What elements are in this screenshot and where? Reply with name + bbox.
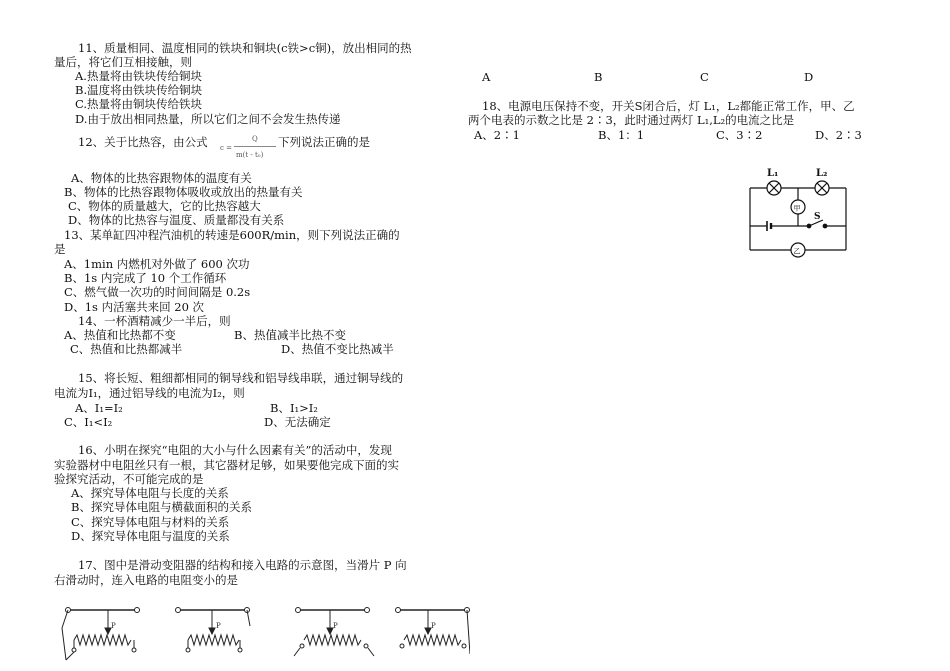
q13-stem-line1: 13、某单缸四冲程汽油机的转速是600R/min，则下列说法正确的 <box>64 228 400 242</box>
rheostat-d-slider-label: P <box>431 622 436 630</box>
q11-stem-line2: 量后，将它们互相接触，则 <box>54 55 192 69</box>
rheostat-a-slider-label: P <box>111 622 116 630</box>
q12-option-a: A、物体的比热容跟物体的温度有关 <box>71 171 252 185</box>
q15-stem-line1: 15、将长短、粗细都相同的铜导线和铝导线串联，通过铜导线的 <box>78 371 404 385</box>
meter-jia-label: 甲 <box>793 204 801 213</box>
rheostat-b-slider-label: P <box>216 622 221 630</box>
q13-stem-line2: 是 <box>54 242 66 256</box>
q18-stem-line2: 两个电表的示数之比是 2∶3，此时通过两灯 L₁,L₂的电流之比是 <box>468 113 795 127</box>
q17-label-c: C <box>700 70 709 84</box>
q17-label-d: D <box>804 70 814 84</box>
q14-option-d: D、热值不变比热减半 <box>281 342 394 356</box>
rheostat-figure-d <box>396 608 471 655</box>
q12-stem-after: 下列说法正确的是 <box>278 135 370 149</box>
q15-stem-line2: 电流为I₁，通过铝导线的电流为I₂，则 <box>54 386 245 400</box>
q11-option-b: B.温度将由铁块传给铜块 <box>75 83 203 97</box>
q12-fraction-bar <box>234 146 276 147</box>
q17-rheostat-figures <box>60 598 470 668</box>
rheostat-figure-b <box>176 608 251 653</box>
q15-option-d: D、无法确定 <box>264 415 331 429</box>
q17-stem-line2: 右滑动时，连入电路的电阻变小的是 <box>54 573 238 587</box>
q12-option-c: C、物体的质量越大，它的比热容越大 <box>68 199 261 213</box>
q18-option-b: B、1：1 <box>598 128 645 142</box>
q13-option-d: D、1s 内活塞共来回 20 次 <box>64 300 205 314</box>
q15-option-c: C、I₁<I₂ <box>64 415 113 429</box>
q14-option-b: B、热值减半比热不变 <box>234 328 346 342</box>
rheostat-figure-a <box>62 608 140 661</box>
q16-stem-line3: 验探究活动，不可能完成的是 <box>54 472 204 486</box>
q16-option-c: C、探究导体电阻与材料的关系 <box>71 515 230 529</box>
lamp-l1-label: L₁ <box>767 168 779 179</box>
q17-stem-line1: 17、图中是滑动变阻器的结构和接入电路的示意图，当滑片 P 向 <box>78 558 407 572</box>
q18-option-a: A、2∶1 <box>474 128 520 142</box>
q12-stem-before: 12、关于比热容，由公式 <box>78 135 208 149</box>
q13-option-b: B、1s 内完成了 10 个工作循环 <box>64 271 227 285</box>
q16-stem-line2: 实验器材中电阻丝只有一根，其它器材足够，如果要他完成下面的实 <box>54 458 399 472</box>
q14-option-a: A、热值和比热都不变 <box>64 328 176 342</box>
q14-option-c: C、热值和比热都减半 <box>70 342 183 356</box>
q13-option-a: A、1min 内燃机对外做了 600 次功 <box>64 257 250 271</box>
q11-option-a: A.热量将由铁块传给铜块 <box>75 69 202 83</box>
q12-formula-denominator: m(t - t₀) <box>236 151 264 159</box>
meter-yi-label: 乙 <box>793 247 801 256</box>
q12-option-d: D、物体的比热容与温度、质量都没有关系 <box>68 213 285 227</box>
q15-option-a: A、I₁=I₂ <box>75 401 123 415</box>
q12-formula-lhs: c = <box>220 144 233 152</box>
q11-option-c: C.热量将由铜块传给铁块 <box>75 97 203 111</box>
q15-option-b: B、I₁>I₂ <box>270 401 318 415</box>
q12-formula-numerator: Q <box>252 135 258 143</box>
q17-label-b: B <box>594 70 603 84</box>
switch-s-label: S <box>814 212 821 222</box>
rheostat-c-slider-label: P <box>333 622 338 630</box>
q18-stem-line1: 18、电源电压保持不变，开关S闭合后，灯 L₁，L₂都能正常工作，甲、乙 <box>482 99 855 113</box>
q16-option-b: B、探究导体电阻与横截面积的关系 <box>71 500 252 514</box>
q17-label-a: A <box>482 70 491 84</box>
q12-option-b: B、物体的比热容跟物体吸收或放出的热量有关 <box>64 185 303 199</box>
q11-option-d: D.由于放出相同热量，所以它们之间不会发生热传递 <box>75 112 341 126</box>
q16-option-a: A、探究导体电阻与长度的关系 <box>71 486 229 500</box>
q14-stem: 14、一杯酒精减少一半后，则 <box>78 314 231 328</box>
q16-stem-line1: 16、小明在探究“电阻的大小与什么因素有关”的活动中，发现 <box>78 443 392 457</box>
q13-option-c: C、燃气做一次功的时间间隔是 0.2s <box>64 285 251 299</box>
q11-stem-line1: 11、质量相同、温度相同的铁块和铜块(c铁>c铜)，放出相同的热 <box>78 41 412 55</box>
rheostat-figure-c <box>294 608 374 657</box>
q18-option-d: D、2∶3 <box>815 128 862 142</box>
q16-option-d: D、探究导体电阻与温度的关系 <box>71 529 230 543</box>
q18-option-c: C、3∶2 <box>716 128 763 142</box>
lamp-l2-label: L₂ <box>816 168 828 179</box>
q18-circuit-diagram <box>745 164 855 260</box>
